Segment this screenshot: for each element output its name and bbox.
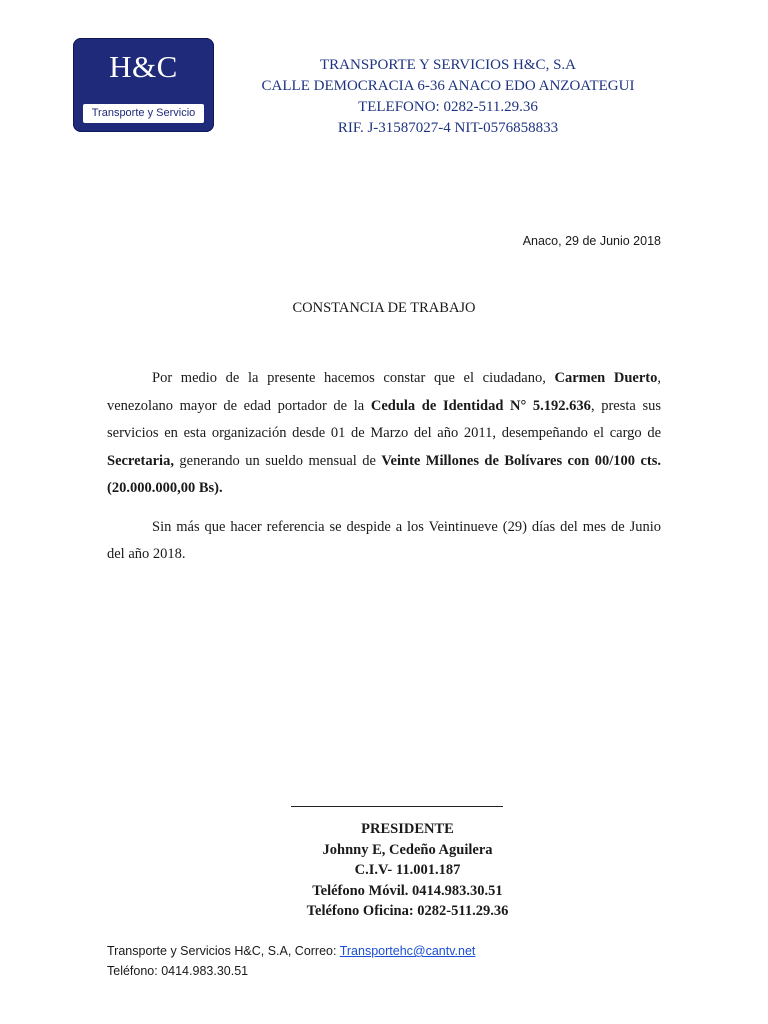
email-link[interactable]: Transportehc@cantv.net	[339, 944, 476, 958]
employee-id: Cedula de Identidad N° 5.192.636	[370, 397, 591, 414]
document-title: CONSTANCIA DE TRABAJO	[292, 300, 476, 316]
footer	[107, 941, 475, 981]
footer-line-2: Teléfono: 0414.983.30.51	[107, 964, 249, 978]
signature-line	[291, 806, 503, 807]
company-address: CALLE DEMOCRACIA 6-36 ANACO EDO ANZOATEGUI	[261, 78, 635, 94]
employee-role: Secretaria,	[107, 452, 174, 469]
employee-name: Carmen Duerto	[554, 370, 658, 386]
footer-line-1	[107, 941, 475, 961]
signature-block	[0, 819, 768, 922]
paragraph-1-text: , presta sus servicios en esta organización desde 01 de Marzo del año 2011, desempeñando el cargo de	[107, 397, 661, 441]
signature-civ: C.I.V- 11.001.187	[354, 862, 461, 878]
logo-mark: H&C	[109, 49, 178, 84]
company-phone: TELEFONO: 0282-511.29.36	[358, 99, 538, 115]
document-date: Anaco, 29 de Junio 2018	[522, 234, 661, 248]
logo-subtitle: Transporte y Servicio	[83, 104, 204, 123]
footer-company: Transporte y Servicios H&C, S.A, Correo:	[107, 944, 340, 958]
employee-salary: Veinte Millones de Bolívares con 00/100 cts. (20.000.000,00 Bs).	[107, 452, 661, 496]
paragraph-1-text: generando un sueldo mensual de	[173, 452, 382, 469]
document-body	[107, 365, 661, 580]
paragraph-1	[107, 365, 661, 503]
paragraph-1-text: , venezolano mayor de edad portador de la	[107, 370, 661, 414]
company-name: TRANSPORTE Y SERVICIOS H&C, S.A	[320, 57, 576, 73]
paragraph-2: Sin más que hacer referencia se despide a los Veintinueve (29) días del mes de Junio del año 2018.	[107, 518, 661, 562]
signature-mobile: Teléfono Móvil. 0414.983.30.51	[312, 882, 503, 899]
signature-title: PRESIDENTE	[361, 821, 454, 837]
company-logo	[73, 38, 214, 132]
company-rif: RIF. J-31587027-4 NIT-0576858833	[337, 120, 559, 136]
paragraph-1-text: Por medio de la presente hacemos constar que el ciudadano,	[152, 370, 555, 386]
signature-name: Johnny E, Cedeño Aguilera	[322, 841, 493, 858]
company-header	[232, 55, 664, 139]
signature-office: Teléfono Oficina: 0282-511.29.36	[306, 903, 509, 919]
